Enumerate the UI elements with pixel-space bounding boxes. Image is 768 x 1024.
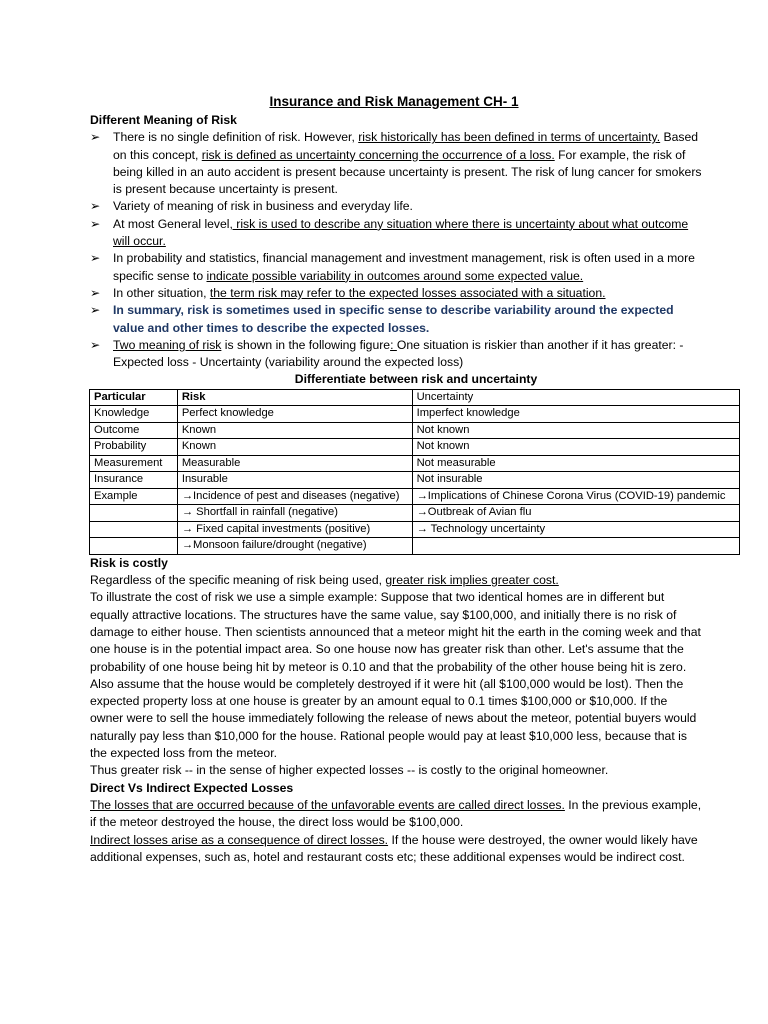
text-run: Variety of meaning of risk in business and everyday life. xyxy=(113,199,413,214)
arrow-bullet-icon: ➢ xyxy=(90,216,101,231)
table-cell xyxy=(90,538,178,555)
arrow-bullet-icon: ➢ xyxy=(90,337,101,352)
bullet-item xyxy=(90,302,702,337)
text-run: There is no single definition of risk. However, xyxy=(113,130,359,145)
text-run: Regardless of the specific meaning of risk being used, xyxy=(90,573,386,588)
underlined-text: risk is defined as uncertainty concerning the occurrence of a loss. xyxy=(201,147,555,162)
bullet-item xyxy=(90,285,702,302)
underlined-text: : xyxy=(390,337,397,352)
underlined-text: greater risk implies greater cost. xyxy=(385,573,559,588)
table-row xyxy=(90,472,740,489)
bullet-list xyxy=(90,129,702,371)
table-cell xyxy=(412,538,739,555)
section-heading-risk-costly: Risk is costly xyxy=(90,555,168,570)
table-cell: →Monsoon failure/drought (negative) xyxy=(177,538,412,555)
table-cell: Imperfect knowledge xyxy=(412,406,739,423)
table-cell xyxy=(90,521,178,538)
paragraph xyxy=(90,797,702,832)
table-caption: Differentiate between risk and uncertainty xyxy=(294,372,538,387)
bullet-item xyxy=(90,337,702,372)
table-cell: →Outbreak of Avian flu xyxy=(412,505,739,522)
table-cell: Not known xyxy=(412,422,739,439)
table-cell: → Shortfall in rainfall (negative) xyxy=(177,505,412,522)
table-row xyxy=(90,455,740,472)
bullet-item xyxy=(90,250,702,285)
table-cell: Example xyxy=(90,488,178,505)
comparison-table xyxy=(89,389,740,555)
paragraph: Thus greater risk -- in the sense of higher expected losses -- is costly to the original homeowner. xyxy=(90,763,609,778)
page-title: Insurance and Risk Management CH- 1 xyxy=(269,94,519,109)
text-run: In summary, risk is sometimes used in specific sense to describe variability around the expected value and other times to describe the expected losses. xyxy=(113,303,674,335)
underlined-text: Two meaning of risk xyxy=(113,337,222,352)
table-row xyxy=(90,422,740,439)
bullet-item xyxy=(90,129,702,198)
paragraph xyxy=(90,572,702,589)
table-row xyxy=(90,488,740,505)
table-cell xyxy=(90,505,178,522)
table-row xyxy=(90,406,740,423)
table-cell: Knowledge xyxy=(90,406,178,423)
table-cell: Measurable xyxy=(177,455,412,472)
table-cell: →Implications of Chinese Corona Virus (COVID-19) pandemic xyxy=(412,488,739,505)
table-cell: Insurance xyxy=(90,472,178,489)
table-cell: Insurable xyxy=(177,472,412,489)
section-heading-direct-indirect: Direct Vs Indirect Expected Losses xyxy=(90,780,294,795)
document-page xyxy=(90,93,726,866)
table-cell: Known xyxy=(177,439,412,456)
table-cell: Not known xyxy=(412,439,739,456)
underlined-text: indicate possible variability in outcomes around some expected value. xyxy=(206,268,584,283)
table-cell: Measurement xyxy=(90,455,178,472)
underlined-text: the term risk may refer to the expected losses associated with a situation. xyxy=(209,285,606,300)
table-cell: Perfect knowledge xyxy=(177,406,412,423)
paragraph xyxy=(90,832,702,867)
table-header-cell: Risk xyxy=(177,389,412,406)
text-run: For example, the risk of being killed in an auto accident is present because uncertainty is present. The risk of lung cancer for smokers is present because uncertainty is present. xyxy=(113,147,702,197)
underlined-text: The losses that are occurred because of the unfavorable events are called direct losses. xyxy=(90,797,565,812)
arrow-bullet-icon: ➢ xyxy=(90,303,101,318)
section-heading-meaning: Different Meaning of Risk xyxy=(90,113,237,127)
table-cell: Outcome xyxy=(90,422,178,439)
table-header-cell: Particular xyxy=(90,389,178,406)
bullet-item xyxy=(90,216,702,251)
underlined-text: Indirect losses arise as a consequence of direct losses. xyxy=(90,832,389,847)
table-cell: Probability xyxy=(90,439,178,456)
text-run: If the house were destroyed, the owner would likely have additional expenses, such as, hotel and restaurant costs etc; these additional expenses would be indirect cost. xyxy=(90,832,698,864)
table-cell: → Fixed capital investments (positive) xyxy=(177,521,412,538)
arrow-bullet-icon: ➢ xyxy=(90,130,101,145)
text-run: Based on this concept, xyxy=(113,130,699,162)
text-run: In the previous example, if the meteor destroyed the house, the direct loss would be $100,000. xyxy=(90,797,702,830)
table-cell: Known xyxy=(177,422,412,439)
arrow-bullet-icon: ➢ xyxy=(90,199,101,214)
table-cell: →Incidence of pest and diseases (negative) xyxy=(177,488,412,505)
table-row xyxy=(90,505,740,522)
table-header-cell: Uncertainty xyxy=(412,389,739,406)
text-run: In other situation, xyxy=(113,285,210,300)
table-cell: Not insurable xyxy=(412,472,739,489)
arrow-bullet-icon: ➢ xyxy=(90,285,101,300)
bullet-item xyxy=(90,198,702,215)
arrow-bullet-icon: ➢ xyxy=(90,251,101,266)
text-run: One situation is riskier than another if it has greater: - Expected loss - Uncertainty (variability around the expected loss) xyxy=(113,337,684,370)
underlined-text: risk historically has been defined in terms of uncertainty. xyxy=(358,130,661,145)
text-run: is shown in the following figure xyxy=(221,337,391,352)
table-cell: → Technology uncertainty xyxy=(412,521,739,538)
table-row xyxy=(90,439,740,456)
paragraph: To illustrate the cost of risk we use a simple example: Suppose that two identical homes are in different but equally attractive locations. The structures have the same value, say $100,000, and initially there is no risk of damage to either house. Then scientists announced that a meteor might hit the earth in the coming week and that one house is in the potential impact area. So one house now has greater risk than other. Let's assume that the probability of one house being hit by meteor is 0.10 and that the probability of the other house being hit is zero. Also assume that the house would be completely destroyed if it were hit (all $100,000 would be lost). Then the expected property loss at one house is greater by an amount equal to 0.1 times $100,000 or $10,000. If the owner were to sell the house immediately following the release of news about the meteor, potential buyers would naturally pay less than $10,000 for the house. Rational people would pay at least $10,000 less, because that is the expected loss from the meteor. xyxy=(90,590,701,761)
table-header-row xyxy=(90,389,740,406)
underlined-text: , risk is used to describe any situation where there is uncertainty about what outcome will occur. xyxy=(113,216,689,249)
table-cell: Not measurable xyxy=(412,455,739,472)
text-run: At most General level xyxy=(113,216,230,231)
table-row xyxy=(90,538,740,555)
text-run: In probability and statistics, financial management and investment management, risk is often used in a more specific sense to xyxy=(113,251,695,283)
table-row xyxy=(90,521,740,538)
